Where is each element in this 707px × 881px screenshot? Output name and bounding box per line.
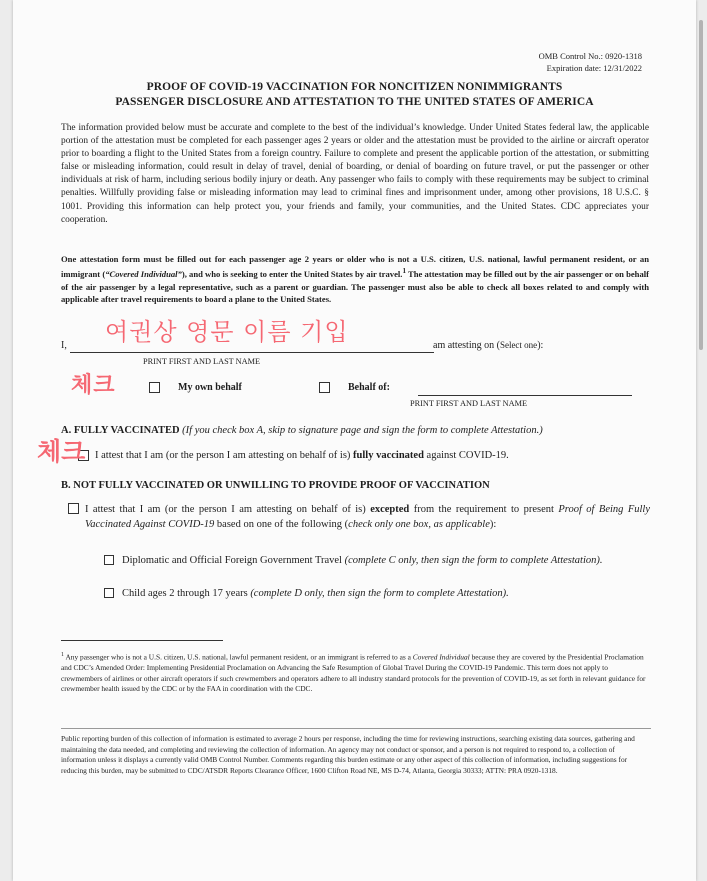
section-a-attestation[interactable]: [78, 450, 509, 461]
instructions-part-3: The attestation may be filled out by the air passenger or on behalf of the air passenger by a legal representative, such as a parent or guardian. The passenger must also be able to check all boxes related to and comply with applicable after travel requirements to board a plane to the United States.: [61, 269, 649, 305]
handwritten-check-note-1: 체크: [71, 373, 116, 398]
diplomatic-travel-checkbox[interactable]: [104, 555, 114, 565]
diplomatic-travel-label: [122, 553, 644, 568]
behalf-print-name-caption: PRINT FIRST AND LAST NAME: [410, 399, 528, 408]
behalf-name-input-line[interactable]: [418, 395, 632, 396]
burden-statement: Public reporting burden of this collection of information is estimated to average 2 hours per response, including the time for reviewing instructions, searching existing data sources, gathering and maintaining the data needed, and completing and reviewing the collection of information. An agency may not conduct or sponsor, and a person is not required to respond to, a collection of information unless it displays a currently valid OMB Control Number. Comments regarding this burden estimate or any other aspect of this collection of information, including suggestions for reducing this burden, may be submitted to CDC/ATSDR Reports Clearance Officer, 1600 Clifton Road NE, MS D-74, Atlanta, Georgia 30333; ATTN: PRA 0920-1318.: [61, 734, 635, 775]
child-ages-checkbox[interactable]: [104, 588, 114, 598]
section-b-statement: [85, 502, 650, 532]
diplomatic-travel-note: (complete C only, then sign the form to complete Attestation).: [344, 555, 603, 566]
title-line-1: PROOF OF COVID-19 VACCINATION FOR NONCITIZEN NONIMMIGRANTS: [146, 81, 563, 93]
section-b-text-end: ):: [489, 519, 497, 530]
section-b-heading: B. NOT FULLY VACCINATED OR UNWILLING TO PROVIDE PROOF OF VACCINATION: [61, 480, 490, 491]
section-a-note: (If you check box A, skip to signature page and sign the form to complete Attestation.): [179, 425, 543, 436]
proof-of-vaccination-term: Proof of Being Fully Vaccinated Against COVID-19: [85, 504, 650, 530]
excepted-checkbox[interactable]: [68, 503, 79, 514]
excepted-term: excepted: [370, 504, 410, 515]
own-behalf-checkbox[interactable]: [149, 382, 160, 393]
select-one-text: Select one: [499, 340, 538, 350]
behalf-of-option[interactable]: [319, 382, 390, 393]
intro-paragraph: The information provided below must be accurate and complete to the best of the individual’s knowledge. Under United States federal law, the applicable portion of the attestation must be completed for each passenger ages 2 years or older and the attestation must be provided to the airline or aircraft operator prior to boarding a flight to the United States from a foreign country. Failure to complete and present the applicable portion of the attestation, or submitting false or misleading information, could result in delay of travel, denial of boarding, or denial of boarding on future travel, or put the passenger or other individuals at risk of harm, including serious bodily injury or death. Any passenger who fails to comply with these requirements may be subject to criminal penalties. Willfully providing false or misleading information may lead to criminal fines and imprisonment under, among other provisions, 18 U.S.C. § 1001. Providing this information can help protect you, your friends and family, your communities, and the United States. CDC appreciates your cooperation.: [61, 123, 649, 225]
attesting-on-label: [433, 340, 543, 351]
section-b-text-mid2: based on one of the following (: [214, 519, 349, 530]
omb-control-number: OMB Control No.: 0920-1318: [538, 51, 642, 61]
footnote-number: 1: [61, 652, 64, 658]
footnote-covered-term: Covered Individual: [412, 652, 470, 662]
name-input-line[interactable]: [70, 352, 434, 353]
section-a-text-start: I attest that I am (or the person I am attesting on behalf of is): [95, 450, 354, 461]
scrollbar[interactable]: [699, 20, 703, 350]
omb-info: [539, 50, 642, 74]
covered-individual-term: “Covered Individual”: [105, 269, 182, 280]
diplomatic-travel-text: Diplomatic and Official Foreign Government Travel: [122, 555, 345, 566]
section-b-text-start: I attest that I am (or the person I am attesting on behalf of is): [85, 504, 371, 515]
own-behalf-label: My own behalf: [178, 382, 242, 393]
attesting-on-text: am attesting on (: [433, 340, 500, 351]
footnote-text-1: Any passenger who is not a U.S. citizen, U.S. national, lawful permanent resident, or an immigrant is referred to as a: [64, 652, 413, 662]
child-ages-label: [122, 586, 644, 601]
child-ages-option[interactable]: [104, 586, 644, 601]
attestation-instructions: [61, 253, 649, 305]
footnote-ref: 1: [402, 267, 407, 276]
handwritten-check-note-2: 체크: [37, 437, 86, 466]
print-name-caption: PRINT FIRST AND LAST NAME: [143, 357, 261, 366]
document-page: [13, 0, 696, 881]
section-a-text-end: against COVID-19.: [423, 450, 509, 461]
section-a-heading: [61, 425, 543, 436]
section-b-text-mid: from the requirement to present: [409, 504, 559, 515]
attesting-on-end: ):: [537, 340, 544, 351]
burden-divider: [61, 728, 651, 729]
section-a-statement: [95, 450, 509, 461]
diplomatic-travel-option[interactable]: [104, 553, 644, 568]
form-title: [13, 80, 696, 110]
instructions-part-2: ), and who is seeking to enter the United States by air travel.: [181, 269, 403, 280]
section-b-attestation[interactable]: [68, 502, 650, 532]
name-prefix: I,: [61, 340, 67, 351]
footnote: [61, 650, 651, 695]
child-ages-text: Child ages 2 through 17 years: [122, 588, 251, 599]
fully-vaccinated-term: fully vaccinated: [353, 450, 424, 461]
title-line-2: PASSENGER DISCLOSURE AND ATTESTATION TO THE UNITED STATES OF AMERICA: [115, 96, 594, 108]
own-behalf-option[interactable]: [149, 382, 242, 393]
instructions-part-1: One attestation form must be filled out for each passenger age 2 years or older who is not a U.S. citizen, U.S. national, lawful permanent resident, or an immigrant (: [61, 254, 649, 280]
section-a-title: A. FULLY VACCINATED: [61, 425, 180, 436]
footnote-text-2: because they are covered by the Presidential Proclamation and CDC’s Amended Order: Implementing Presidential Proclamation on Advancing the Safe Resumption of Global Travel During the COVID-19 Pandemic. This term does not apply to crewmembers of airlines or other aircraft operators if such crewmembers and operators adhere to all industry standard protocols for the prevention of COVID-19, as set forth in relevant guidance for crewmember health issued by the CDC or by the FAA in coordination with the CDC.: [61, 652, 646, 694]
behalf-of-label: Behalf of:: [348, 382, 390, 393]
check-one-note: check only one box, as applicable: [348, 519, 490, 530]
handwritten-name-note: 여권상 영문 이름 기입: [105, 318, 349, 346]
behalf-of-checkbox[interactable]: [319, 382, 330, 393]
footnote-divider: [61, 640, 223, 641]
child-ages-note: (complete D only, then sign the form to complete Attestation).: [250, 588, 509, 599]
expiration-date: Expiration date: 12/31/2022: [546, 63, 642, 73]
